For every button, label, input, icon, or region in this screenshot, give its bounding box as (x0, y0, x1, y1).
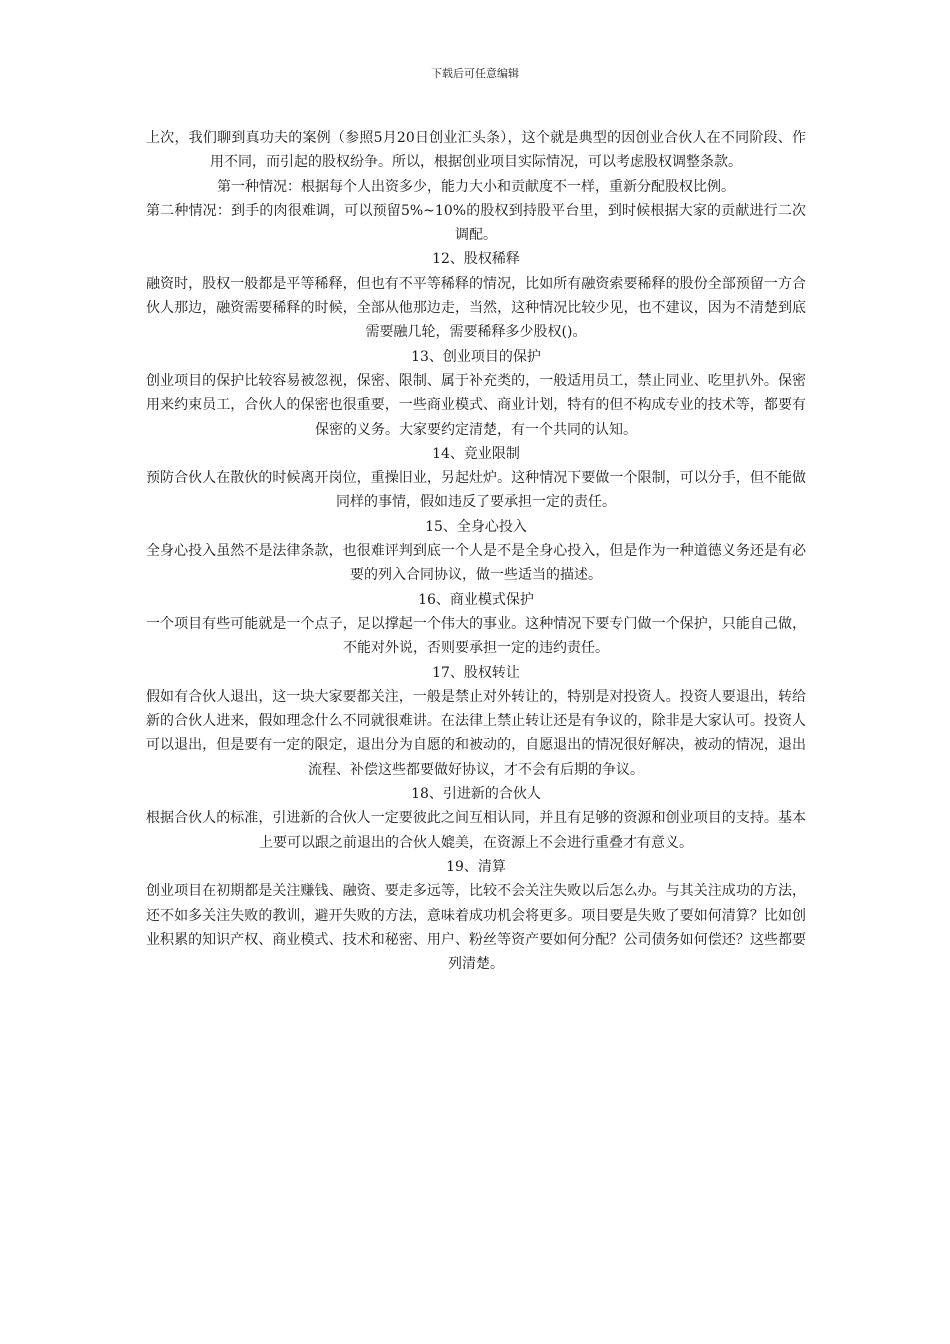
section-heading-15: 15、全身心投入 (425, 518, 527, 535)
section-text-19: 创业项目在初期都是关注赚钱、融资、要走多远等，比较不会关注失败以后怎么办。与其关注成功的方法，还不如多关注失败的教训，避开失败的方法，意味着成功机会将更多。项目要是失败了要如何清算？比如创业积累的知识产权、商业模式、技术和秘密、用户、粉丝等资产要如何分配？公司债务如何偿还？这些都要列清楚。 (146, 883, 806, 973)
section-heading-18: 18、引进新的合伙人 (411, 786, 541, 803)
section-heading-13: 13、创业项目的保护 (411, 348, 541, 365)
section-heading-12: 12、股权稀释 (432, 251, 520, 268)
intro-paragraph: 上次，我们聊到真功夫的案例（参照5月20日创业汇头条），这个就是典型的因创业合伙人在不同阶段、作用不同，而引起的股权纷争。所以，根据创业项目实际情况，可以考虑股权调整条款。 (146, 130, 806, 171)
section-text-12: 融资时，股权一般都是平等稀释，但也有不平等稀释的情况，比如所有融资索要稀释的股份全部预留一方合伙人那边，融资需要稀释的时候，全部从他那边走，当然，这种情况比较少见，也不建议，因为不清楚到底需要融几轮，需要稀释多少股权()。 (146, 275, 806, 341)
page-header: 下载后可任意编辑 (431, 67, 519, 80)
section-heading-19: 19、清算 (446, 858, 506, 875)
case-one-paragraph: 第一种情况：根据每个人出资多少，能力大小和贡献度不一样，重新分配股权比例。 (217, 178, 735, 195)
section-text-13: 创业项目的保护比较容易被忽视，保密、限制、属于补充类的，一般适用员工，禁止同业、吃里扒外。保密用来约束员工，合伙人的保密也很重要，一些商业模式、商业计划，特有的但不构成专业的技术等，都要有保密的义务。大家要约定清楚，有一个共同的认知。 (146, 372, 806, 438)
document-body (146, 126, 806, 976)
section-text-14: 预防合伙人在散伙的时候离开岗位，重操旧业，另起灶炉。这种情况下要做一个限制，可以分手，但不能做同样的事情，假如违反了要承担一定的责任。 (146, 470, 806, 511)
case-two-paragraph: 第二种情况：到手的肉很难调，可以预留5%~10%的股权到持股平台里，到时候根据大家的贡献进行二次调配。 (146, 202, 806, 244)
section-text-18: 根据合伙人的标准，引进新的合伙人一定要彼此之间互相认同，并且有足够的资源和创业项目的支持。基本上要可以跟之前退出的合伙人媲美，在资源上不会进行重叠才有意义。 (146, 810, 806, 851)
section-heading-16: 16、商业模式保护 (418, 591, 534, 608)
section-heading-17: 17、股权转让 (432, 664, 520, 681)
section-text-17: 假如有合伙人退出，这一块大家要都关注，一般是禁止对外转让的，特别是对投资人。投资人要退出，转给新的合伙人进来，假如理念什么不同就很难讲。在法律上禁止转让还是有争议的，除非是大家认可。投资人可以退出，但是要有一定的限定，退出分为自愿的和被动的，自愿退出的情况很好解决，被动的情况，退出流程、补偿这些都要做好协议，才不会有后期的争议。 (146, 688, 806, 778)
section-text-16: 一个项目有些可能就是一个点子，足以撑起一个伟大的事业。这种情况下要专门做一个保护，只能自己做，不能对外说，否则要承担一定的违约责任。 (146, 615, 806, 657)
section-heading-14: 14、竞业限制 (432, 445, 520, 462)
section-text-15: 全身心投入虽然不是法律条款，也很难评判到底一个人是不是全身心投入，但是作为一种道德义务还是有必要的列入合同协议，做一些适当的描述。 (146, 543, 806, 584)
